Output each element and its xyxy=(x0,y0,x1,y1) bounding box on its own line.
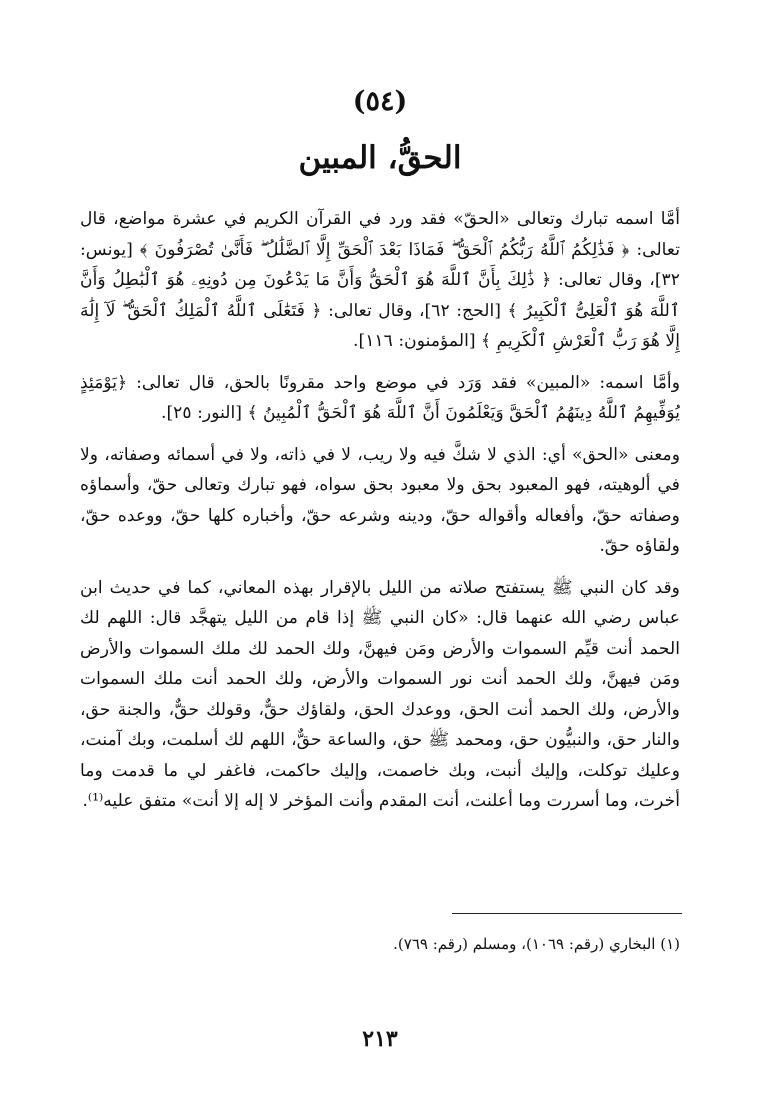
chapter-number: (٥٤) xyxy=(352,86,408,117)
page-body xyxy=(80,204,680,828)
page-number: ٢١٣ xyxy=(362,1026,398,1052)
footnote: (١) البخاري (رقم: ١٠٦٩)، ومسلم (رقم: ٧٦٩). xyxy=(393,935,680,953)
footnote-separator xyxy=(452,913,682,914)
paragraph-al-mubin-verse: وأمَّا اسمه: «المبين» فقد وَرَد في موضع واحد مقرونًا بالحق، قال تعالى: ﴿يَوْمَئِذٍ يُوَفِّيهِمُ ٱللَّهُ دِينَهُمُ ٱلْحَقَّ وَيَعْلَمُونَ أَنَّ ٱللَّهَ هُوَ ٱلْحَقُّ ٱلْمُبِينُ ﴾ [النور: ٢٥]. xyxy=(80,372,680,423)
chapter-title: الحقُّ، المبين xyxy=(298,140,462,176)
paragraph-hadith: وقد كان النبي ﷺ يستفتح صلاته من الليل بالإقرار بهذه المعاني، كما في حديث ابن عباس رضي الله عنهما قال: «كان النبي ﷺ إذا قام من الليل يتهجَّد قال: اللهم لك الحمد أنت قيِّم السموات والأرض ومَن فيهنَّ، ولك الحمد لك ملك السموات والأرض ومَن فيهنَّ، ولك الحمد أنت نور السموات والأرض، ولك الحمد أنت ملك السموات والأرض، ولك الحمد أنت الحق، ووعدك الحق، ولقاؤك حقٌّ، وقولك حقٌّ، والجنة حق، والنار حق، والنبيُّون حق، ومحمد ﷺ حق، والساعة حقٌّ، اللهم لك أسلمت، وبك آمنت، وعليك توكلت، وإليك أنبت، وبك خاصمت، وإليك حاكمت، فاغفر لي ما قدمت وما أخرت، وما أسررت وما أعلنت، أنت المقدم وأنت المؤخر لا إله إلا أنت» متفق عليه⁽¹⁾. xyxy=(80,577,680,811)
paragraph-meaning: ومعنى «الحق» أي: الذي لا شكَّ فيه ولا ريب، لا في ذاته، ولا في أسمائه وصفاته، ولا في ألوهيته، فهو المعبود بحق ولا معبود بحق سواه، فهو تبارك وتعالى حقّ، وأسماؤه وصفاته حقّ، وأفعاله وأقواله حقّ، ودينه وشرعه حقّ، وأخباره كلها حقّ، ووعده حقّ، ولقاؤه حقّ. xyxy=(80,444,680,556)
paragraph-al-haqq-verses: أمَّا اسمه تبارك وتعالى «الحقّ» فقد ورد في القرآن الكريم في عشرة مواضع، قال تعالى: ﴿ فَذَٰلِكُمُ ٱللَّهُ رَبُّكُمُ ٱلْحَقُّ ۖ فَمَاذَا بَعْدَ ٱلْحَقِّ إِلَّا ٱلضَّلَٰلُ ۖ فَأَنَّىٰ تُصْرَفُونَ ﴾ [يونس: ٣٢]، وقال تعالى: ﴿ ذَٰلِكَ بِأَنَّ ٱللَّهَ هُوَ ٱلْحَقُّ وَأَنَّ مَا يَدْعُونَ مِن دُونِهِۦ هُوَ ٱلْبَٰطِلُ وَأَنَّ ٱللَّهَ هُوَ ٱلْعَلِىُّ ٱلْكَبِيرُ ﴾ [الحج: ٦٢]، وقال تعالى: ﴿ فَتَعَٰلَى ٱللَّهُ ٱلْمَلِكُ ٱلْحَقُّ ۖ لَآ إِلَٰهَ إِلَّا هُوَ رَبُّ ٱلْعَرْشِ ٱلْكَرِيمِ ﴾ [المؤمنون: ١١٦]. xyxy=(80,209,680,351)
